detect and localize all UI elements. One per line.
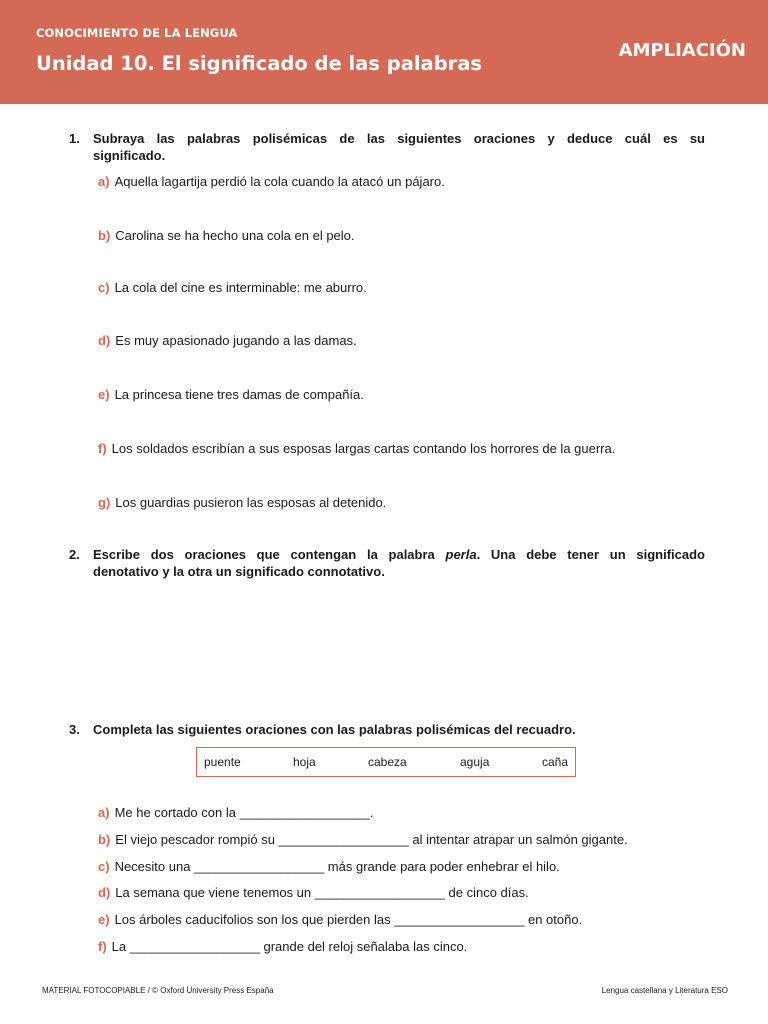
question-number: 1.: [69, 131, 80, 146]
question-text: . Una debe tener un significado: [476, 547, 705, 562]
item-letter: c): [98, 280, 110, 295]
item-letter: e): [98, 912, 110, 927]
question-line: Completa las siguientes oraciones con las palabras polisémicas del recuadro.: [93, 722, 576, 737]
footer-subject: Lengua castellana y Literatura ESO: [601, 986, 728, 995]
word-option: hoja: [293, 755, 316, 769]
word-option: caña: [542, 755, 569, 769]
word-box: [196, 747, 576, 777]
item-text: Carolina se ha hecho una cola en el pelo.: [115, 228, 355, 243]
keyword-perla: perla: [445, 547, 477, 562]
item-text: Aquella lagartija perdió la cola cuando la atacó un pájaro.: [114, 174, 445, 189]
list-item: [98, 332, 357, 349]
list-item: [98, 938, 467, 955]
item-text: Los guardias pusieron las esposas al detenido.: [115, 495, 387, 510]
question-3: [69, 721, 705, 738]
item-letter: a): [98, 174, 110, 189]
list-item: [98, 227, 355, 244]
word-option: cabeza: [368, 755, 407, 769]
item-text: La princesa tiene tres damas de compañía.: [114, 387, 364, 402]
item-letter: f): [98, 441, 107, 456]
item-text: Necesito una __________________ más grande para poder enhebrar el hilo.: [114, 859, 560, 874]
list-item: [98, 858, 560, 875]
question-number: 3.: [69, 722, 80, 737]
word-option: aguja: [460, 755, 490, 769]
item-text: Es muy apasionado jugando a las damas.: [115, 333, 357, 348]
item-letter: g): [98, 495, 111, 510]
question-line: Subraya las palabras polisémicas de las siguientes oraciones y deduce cuál es su: [93, 131, 705, 146]
item-letter: b): [98, 228, 111, 243]
item-text: Los árboles caducifolios son los que pierden las __________________ en otoño.: [114, 912, 583, 927]
question-1-continuation: [69, 147, 705, 164]
list-item: [98, 911, 582, 928]
list-item: [98, 494, 386, 511]
footer-copyright: MATERIAL FOTOCOPIABLE / © Oxford University Press España: [42, 986, 274, 995]
list-item: [98, 386, 364, 403]
question-text: Escribe dos oraciones que contengan la palabra: [93, 547, 446, 562]
item-letter: a): [98, 805, 110, 820]
question-line: denotativo y la otra un significado connotativo.: [93, 564, 385, 579]
level-badge: AMPLIACIÓN: [618, 40, 746, 61]
item-text: El viejo pescador rompió su __________________ al intentar atrapar un salmón gigante.: [115, 832, 628, 847]
list-item: [98, 831, 628, 848]
item-letter: c): [98, 859, 110, 874]
list-item: [98, 440, 615, 457]
list-item: [98, 804, 373, 821]
page-header: [0, 0, 768, 104]
item-letter: b): [98, 832, 111, 847]
item-letter: e): [98, 387, 110, 402]
section-label: CONOCIMIENTO DE LA LENGUA: [36, 26, 238, 40]
item-text: Me he cortado con la __________________.: [114, 805, 374, 820]
item-letter: d): [98, 333, 111, 348]
item-text: Los soldados escribían a sus esposas largas cartas contando los horrores de la guerra.: [111, 441, 616, 456]
item-letter: d): [98, 885, 111, 900]
item-text: La semana que viene tenemos un __________________ de cinco días.: [115, 885, 529, 900]
question-line: significado.: [93, 148, 166, 163]
item-text: La cola del cine es interminable: me aburro.: [114, 280, 367, 295]
question-2-continuation: [69, 563, 705, 580]
question-number: 2.: [69, 547, 80, 562]
list-item: [98, 173, 445, 190]
word-option: puente: [204, 755, 241, 769]
item-text: La __________________ grande del reloj señalaba las cinco.: [111, 939, 468, 954]
item-letter: f): [98, 939, 107, 954]
page-title: Unidad 10. El significado de las palabras: [36, 52, 483, 75]
list-item: [98, 884, 529, 901]
list-item: [98, 279, 367, 296]
